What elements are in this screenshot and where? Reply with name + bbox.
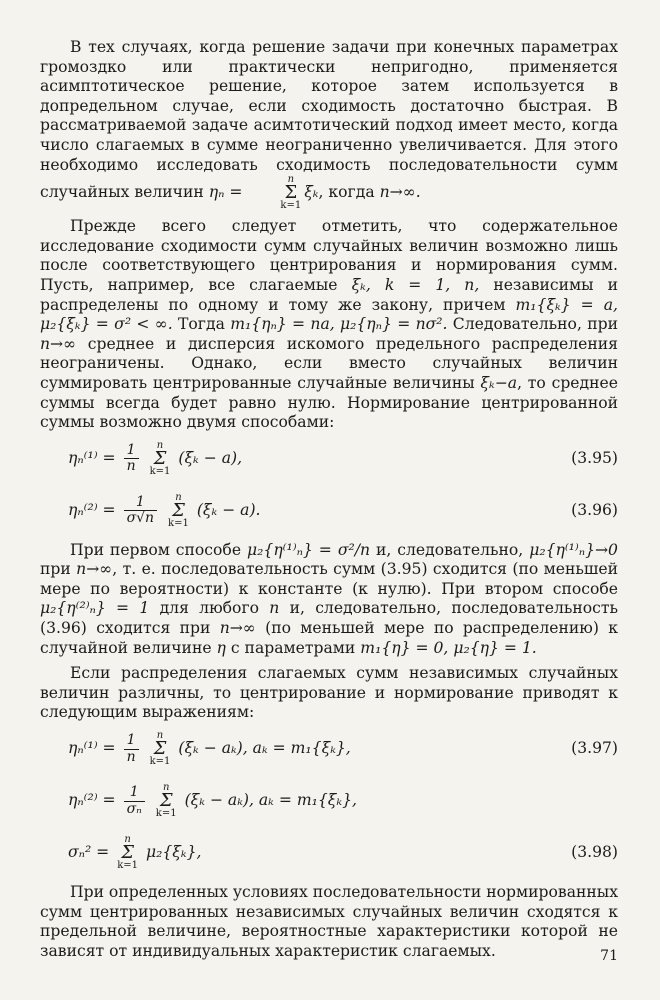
text-segment: с параметрами [230,638,356,657]
text-segment: При определенных условиях последовательности нормированных сумм центрированных независимых случайных величин сходятся к предельной величине, вероятностные характеристики которой не зависят от индивидуальных характеристик слагаемых. [40,883,618,960]
math-index-range: k = 1, n, [384,275,480,294]
paragraph-1 [40,38,618,211]
math-eta-n: ηₙ = [208,183,243,202]
math-limit: n→∞ [219,619,256,638]
text-segment: Следовательно, при [452,315,618,334]
math-n: n [269,599,280,618]
math-limit: n→∞. [379,183,421,202]
math-variance-2: μ₂{η⁽²⁾ₙ} = 1 [40,599,150,618]
page-number: 71 [600,948,618,964]
text-segment: Если распределения слагаемых сумм независимых случайных величин различны, то центрирование и нормирование приводят к следующим выражениям: [40,664,618,722]
math-limit: n→∞ [76,560,113,579]
math-limit: n→∞ [40,334,77,353]
text-segment: и, следовательно, последовательность (3.96) сходится при [40,599,618,638]
equation-3-98: σₙ² = n Σ k=1 μ₂{ξₖ}, (3.98) [68,834,618,872]
paragraph-2 [40,217,618,433]
text-segment: (по меньшей мере по распределению) к случайной величине [40,619,618,657]
text-segment: Прежде всего следует отметить, что содержательное исследование сходимости сумм случайных величин возможно лишь после соответствующего центрирования и нормирования сумм. Пусть, например, все слагаемые [40,217,618,294]
paragraph-5 [40,883,618,961]
math-variance-limit: μ₂{η⁽¹⁾ₙ}→0 [529,540,618,559]
math-eta: η [216,638,226,657]
equation-3-97-second: ηₙ⁽²⁾ = $\frac{1}{\text{σₙ}}$ n Σ k=1 (ξₖ − aₖ), aₖ = m₁{ξₖ}, [68,782,357,820]
text-segment: для любого [159,599,259,618]
math-moments: m₁{ξₖ} = a, μ₂{ξₖ} = σ² < ∞. [40,295,618,334]
equation-number: (3.95) [571,448,618,467]
text-segment: Тогда [178,315,225,334]
math-xi-k: ξₖ [304,183,319,202]
math-centered: ξₖ−a [480,373,518,392]
equation-number: (3.97) [571,739,618,758]
text-segment: В тех случаях, когда решение задачи при конечных параметрах громоздко или практически непригодно, применяется асимптотическое решение, которое затем используется в допредельном случае, если сходимость достаточно быстрая. В рассматриваемой задаче асимтотический подход имеет место, когда число слагаемых в сумме неограниченно увеличивается. Для этого необходимо исследовать сходимость последовательности сумм случайных величин [40,38,618,202]
text-segment: и, следовательно, [375,540,524,559]
text-segment: При первом способе [70,540,242,559]
equation-number: (3.96) [571,500,618,519]
page-body [40,38,618,961]
equation-3-96: ηₙ⁽²⁾ = $\frac{1}{\sigma√n}$ n Σ k=1 (ξₖ − a). (3.96) [68,491,618,529]
text-segment: , то среднее суммы всегда будет равно нулю. Нормирование центрированной суммы возможно двумя способами: [40,373,618,432]
equation-3-95: ηₙ⁽¹⁾ = $\frac{1}{n}$ n Σ k=1 (ξₖ − a), (3.95) [68,439,618,477]
summation-symbol: n Σ k=1 [280,174,302,212]
text-segment: независимы и распределены по одному и тому же закону, причем [40,275,618,314]
equation-number: (3.98) [571,843,618,862]
text-segment: среднее и дисперсия искомого предельного распределения неограничены. Однако, если вместо случайных величин суммировать центрированные случайные величины [40,334,618,392]
paragraph-4 [40,664,618,723]
math-xi-k: ξₖ, [351,275,371,294]
math-sum-moments: m₁{ηₙ} = na, μ₂{ηₙ} = nσ². [230,315,448,334]
math-variance-1: μ₂{η⁽¹⁾ₙ} = σ²/n [247,540,371,559]
text-segment: , т. е. последовательность сумм (3.95) сходится (по меньшей мере по вероятности) к константе (к нулю). При втором способе [40,560,618,598]
math-params: m₁{η} = 0, μ₂{η} = 1. [360,638,537,657]
equation-3-97: ηₙ⁽¹⁾ = $\frac{1}{n}$ n Σ k=1 (ξₖ − aₖ), aₖ = m₁{ξₖ}, (3.97) [68,730,618,768]
paragraph-3 [40,541,618,659]
text-segment: при [40,560,71,579]
text-segment: , когда [318,183,375,202]
